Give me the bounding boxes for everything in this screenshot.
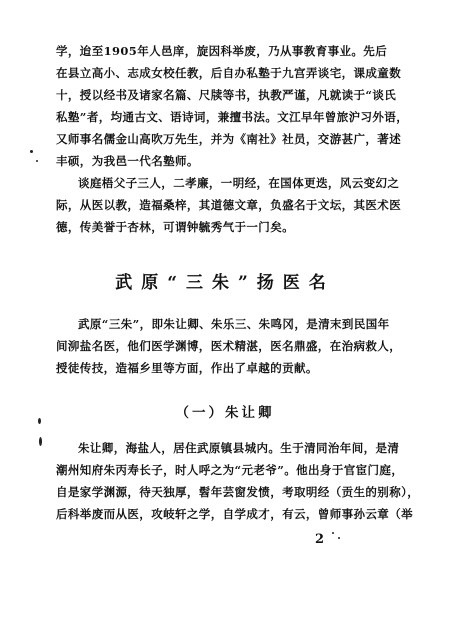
- text-line: 潮州知府朱丙寿长子，时人呼之为“元老爷”。他出身于官宦门庭，: [56, 463, 404, 477]
- text-line: 又师事名儒金山高吹万先生，并为《南社》社员，交游甚广，著述: [56, 132, 402, 146]
- scan-speck: [332, 532, 334, 534]
- scan-speck: [36, 160, 38, 162]
- text-line: 后科举废而从医，攻岐轩之学，自学成才，有云，曾师事孙云章（举: [56, 507, 413, 521]
- scan-speck: [30, 150, 33, 153]
- text-line: 德，传美誉于杏林，可谓钟毓秀气于一门矣。: [56, 220, 294, 234]
- text-line: 朱让卿，海盐人，居住武原镇县城内。生于清同治年间，是清: [78, 441, 400, 455]
- page-number: 2: [315, 532, 325, 547]
- text-line: 学，迨至1905年人邑庠，旋因科举废，乃从事教育事业。先后: [56, 44, 388, 58]
- scan-speck: [39, 437, 42, 446]
- text-line: 授徒传技，造福乡里等方面，作出了卓越的贡献。: [56, 361, 318, 375]
- text-line: 间泖盐名医，他们医学渊博，医术精湛，医名鼎盛，在治病救人，: [56, 339, 402, 353]
- scan-speck: [338, 537, 340, 539]
- text-line: 丰硕，为我邑一代名塾师。: [56, 154, 199, 168]
- text-line: 私塾”者，均通古文、语诗词，兼擅书法。文江早年曾旅沪习外语，: [56, 110, 409, 124]
- text-line: 武原“三朱”，即朱让卿、朱乐三、朱鸣冈，是清末到民国年: [78, 317, 390, 331]
- subsection-title: （一）朱让卿: [175, 405, 275, 421]
- text-line: 自是家学渊源，待天独厚，髫年芸窗发愤，考取明经（贡生的别称），: [56, 485, 420, 499]
- text-line: 谈庭梧父子三人，二孝廉，一明经，在国体更迭，风云变幻之: [78, 176, 400, 190]
- scan-speck: [38, 418, 41, 424]
- section-title: 武原“三朱”扬医名: [115, 273, 335, 293]
- text-line: 在县立高小、志成女校任教，后自办私塾于九宫弄谈宅，课成童数: [56, 66, 402, 80]
- text-line: 际，从医以教，造福桑梓，其道德文章，负盛名于文坛，其医术医: [56, 198, 402, 212]
- text-line: 十，授以经书及诸家名篇、尺牍等书，执教严谨，凡就读于“谈氏: [56, 88, 397, 102]
